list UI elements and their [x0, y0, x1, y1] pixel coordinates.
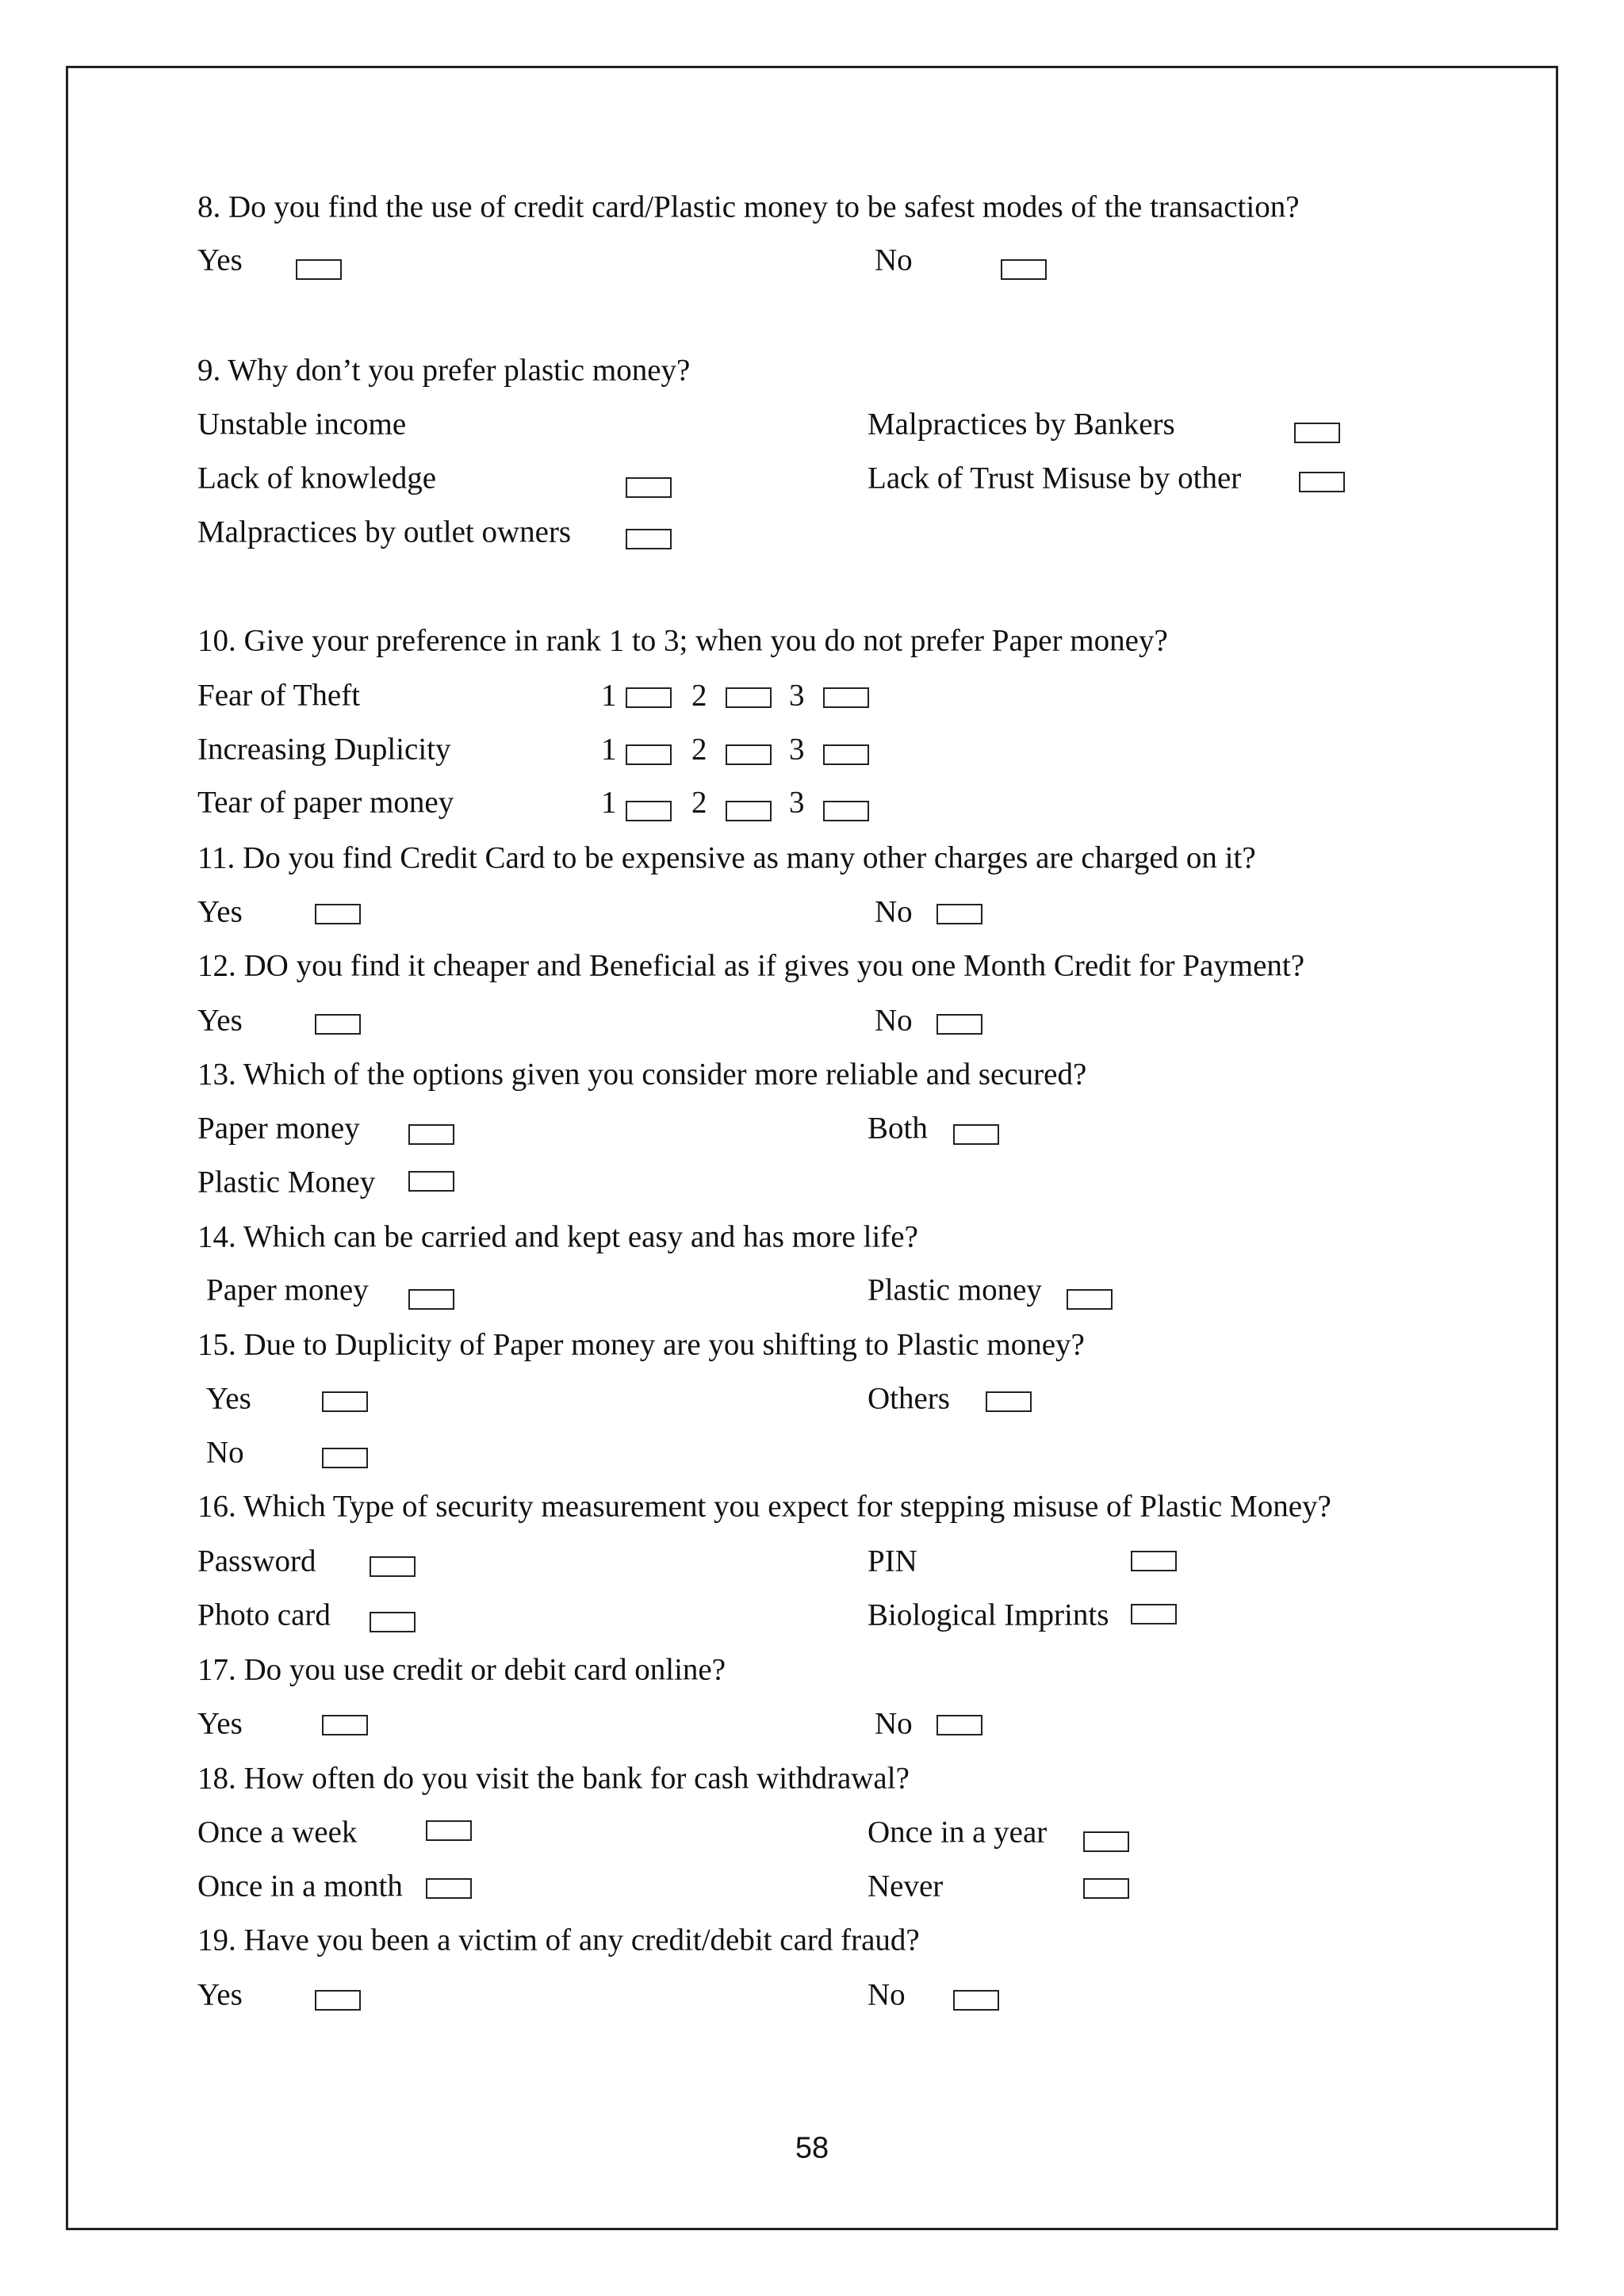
page-border	[66, 66, 1558, 2230]
q8-no-label: No	[875, 243, 913, 277]
q12-question: 12. DO you find it cheaper and Beneficial as if gives you one Month Credit for Payment?	[197, 948, 1305, 983]
q11-yes-label: Yes	[197, 894, 243, 929]
q11-no-checkbox[interactable]	[936, 904, 982, 924]
q16-pin-label: PIN	[868, 1544, 917, 1578]
q17-no-checkbox[interactable]	[936, 1715, 982, 1735]
q10-rank-2-label: 2	[691, 678, 707, 713]
q15-others-label: Others	[868, 1381, 950, 1416]
q11-question: 11. Do you find Credit Card to be expensive as many other charges are charged on it?	[197, 840, 1256, 875]
q16-password-checkbox[interactable]	[370, 1556, 416, 1577]
q9-malpractices-outlet-checkbox[interactable]	[626, 529, 672, 549]
q10-duplicity-rank-2-checkbox[interactable]	[726, 744, 772, 765]
q11-yes-checkbox[interactable]	[315, 904, 361, 924]
q15-others-checkbox[interactable]	[986, 1391, 1032, 1412]
q8-question: 8. Do you find the use of credit card/Plastic money to be safest modes of the transaction?	[197, 189, 1300, 224]
q18-never-checkbox[interactable]	[1083, 1878, 1129, 1899]
q15-yes-label: Yes	[206, 1381, 251, 1416]
q10-rank-1-label: 1	[601, 732, 617, 767]
q10-tear-rank-2-checkbox[interactable]	[726, 801, 772, 821]
q17-no-label: No	[875, 1706, 913, 1741]
q12-no-label: No	[875, 1003, 913, 1038]
q10-tear-rank-3-checkbox[interactable]	[823, 801, 869, 821]
q15-no-label: No	[206, 1435, 244, 1470]
q9-lack-trust-label: Lack of Trust Misuse by other	[868, 461, 1242, 496]
q16-password-label: Password	[197, 1544, 316, 1578]
q18-week-label: Once a week	[197, 1815, 358, 1850]
q15-question: 15. Due to Duplicity of Paper money are you shifting to Plastic money?	[197, 1327, 1085, 1362]
q17-yes-label: Yes	[197, 1706, 243, 1741]
q9-unstable-income-label: Unstable income	[197, 407, 407, 442]
q10-row-label: Increasing Duplicity	[197, 732, 451, 767]
q9-lack-trust-checkbox[interactable]	[1299, 472, 1345, 492]
q10-fear-theft-rank-3-checkbox[interactable]	[823, 687, 869, 708]
q19-yes-label: Yes	[197, 1977, 243, 2012]
q16-bio-label: Biological Imprints	[868, 1598, 1109, 1632]
q10-duplicity-rank-3-checkbox[interactable]	[823, 744, 869, 765]
q9-question: 9. Why don’t you prefer plastic money?	[197, 353, 691, 388]
q13-paper-checkbox[interactable]	[408, 1124, 454, 1145]
q13-both-checkbox[interactable]	[953, 1124, 999, 1145]
q19-question: 19. Have you been a victim of any credit/debit card fraud?	[197, 1923, 920, 1957]
q12-no-checkbox[interactable]	[936, 1014, 982, 1035]
q10-fear-theft-rank-1-checkbox[interactable]	[626, 687, 672, 708]
q10-rank-3-label: 3	[789, 732, 805, 767]
q8-no-checkbox[interactable]	[1001, 259, 1047, 280]
q18-month-label: Once in a month	[197, 1869, 403, 1904]
q14-paper-checkbox[interactable]	[408, 1289, 454, 1310]
q13-plastic-checkbox[interactable]	[408, 1171, 454, 1192]
q14-paper-label: Paper money	[206, 1272, 369, 1307]
q18-question: 18. How often do you visit the bank for cash withdrawal?	[197, 1761, 910, 1796]
q10-duplicity-rank-1-checkbox[interactable]	[626, 744, 672, 765]
q17-question: 17. Do you use credit or debit card online?	[197, 1652, 726, 1687]
q10-tear-rank-1-checkbox[interactable]	[626, 801, 672, 821]
q10-fear-theft-rank-2-checkbox[interactable]	[726, 687, 772, 708]
q16-photo-checkbox[interactable]	[370, 1612, 416, 1632]
q19-no-checkbox[interactable]	[953, 1990, 999, 2011]
q18-week-checkbox[interactable]	[426, 1820, 472, 1841]
q13-paper-label: Paper money	[197, 1111, 360, 1146]
q10-rank-2-label: 2	[691, 785, 707, 820]
q14-plastic-label: Plastic money	[868, 1272, 1042, 1307]
q9-lack-knowledge-label: Lack of knowledge	[197, 461, 437, 496]
q8-yes-checkbox[interactable]	[296, 259, 342, 280]
q9-malpractices-bankers-label: Malpractices by Bankers	[868, 407, 1175, 442]
q16-photo-label: Photo card	[197, 1598, 331, 1632]
q9-malpractices-bankers-checkbox[interactable]	[1294, 423, 1340, 443]
q10-rank-1-label: 1	[601, 678, 617, 713]
q9-malpractices-outlet-label: Malpractices by outlet owners	[197, 515, 572, 549]
q15-no-checkbox[interactable]	[322, 1448, 368, 1468]
q16-bio-checkbox[interactable]	[1131, 1604, 1177, 1624]
q19-no-label: No	[868, 1977, 906, 2012]
q12-yes-checkbox[interactable]	[315, 1014, 361, 1035]
q18-year-checkbox[interactable]	[1083, 1831, 1129, 1852]
q10-rank-1-label: 1	[601, 785, 617, 820]
q14-plastic-checkbox[interactable]	[1067, 1289, 1113, 1310]
q9-lack-knowledge-checkbox[interactable]	[626, 477, 672, 498]
q18-never-label: Never	[868, 1869, 944, 1904]
q14-question: 14. Which can be carried and kept easy and has more life?	[197, 1219, 918, 1254]
q18-month-checkbox[interactable]	[426, 1878, 472, 1899]
page-number: 58	[795, 2131, 829, 2165]
q17-yes-checkbox[interactable]	[322, 1715, 368, 1735]
q12-yes-label: Yes	[197, 1003, 243, 1038]
q13-both-label: Both	[868, 1111, 928, 1146]
q19-yes-checkbox[interactable]	[315, 1990, 361, 2011]
q10-row-label: Fear of Theft	[197, 678, 361, 713]
q10-question: 10. Give your preference in rank 1 to 3; when you do not prefer Paper money?	[197, 623, 1168, 658]
q10-row-label: Tear of paper money	[197, 785, 454, 820]
q13-plastic-label: Plastic Money	[197, 1165, 376, 1200]
q10-rank-3-label: 3	[789, 678, 805, 713]
q18-year-label: Once in a year	[868, 1815, 1048, 1850]
q8-yes-label: Yes	[197, 243, 243, 277]
q10-rank-3-label: 3	[789, 785, 805, 820]
q15-yes-checkbox[interactable]	[322, 1391, 368, 1412]
q11-no-label: No	[875, 894, 913, 929]
q13-question: 13. Which of the options given you consider more reliable and secured?	[197, 1057, 1087, 1092]
q10-rank-2-label: 2	[691, 732, 707, 767]
q16-pin-checkbox[interactable]	[1131, 1551, 1177, 1571]
q16-question: 16. Which Type of security measurement you expect for stepping misuse of Plastic Money?	[197, 1489, 1331, 1524]
